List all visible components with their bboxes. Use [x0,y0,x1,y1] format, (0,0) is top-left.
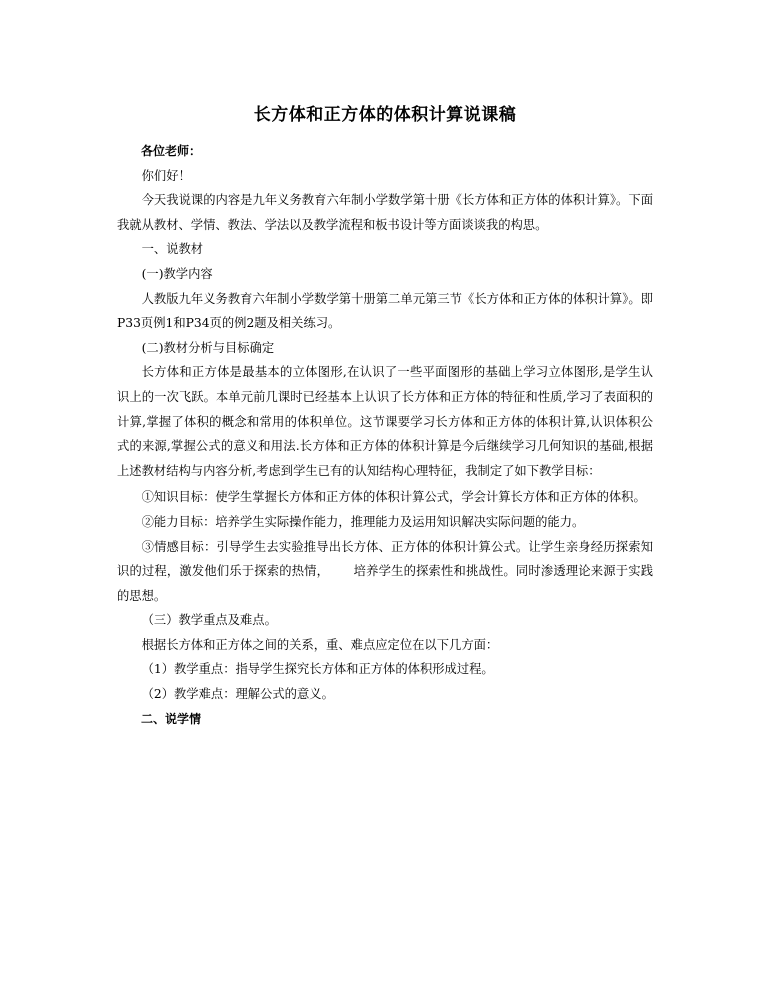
salutation-paragraph: 你们好！ [141,168,191,183]
ability-goal-paragraph: ②能力目标：培养学生实际操作能力，推理能力及运用知识解决实际问题的能力。 [141,514,585,529]
subheading-analysis-goals: (二)教材分析与目标确定 [141,340,275,355]
difficulty-paragraph: （2）教学难点：理解公式的意义。 [141,687,334,702]
document-page [117,100,653,731]
analysis-paragraph: 长方体和正方体是最基本的立体图形,在认识了一些平面图形的基础上学习立体图形,是学生认识上的一次飞跃。本单元前几课时已经基本上认识了长方体和正方体的特征和性质,学习了表面积的计算,掌握了体积的概念和常用的体积单位。这节课要学习长方体和正方体的体积计算,认识体积公式的来源,掌握公式的意义和用法.长方体和正方体的体积计算是今后继续学习几何知识的基础,根据上述教材结构与内容分析,考虑到学生已有的认知结构心理特征，我制定了如下教学目标： [117,365,653,478]
subheading-key-points: （三）教学重点及难点。 [141,613,277,628]
knowledge-goal-paragraph: ①知识目标：使学生掌握长方体和正方体的体积计算公式，学会计算长方体和正方体的体积。 [141,490,646,505]
section-heading-textbook: 一、说教材 [141,242,204,257]
emotion-goal-paragraph: ③情感目标：引导学生去实验推导出长方体、正方体的体积计算公式。让学生亲身经历探索知识的过程，激发他们乐于探索的热情， 培养学生的探索性和挑战性。同时渗透理论来源于实践的思想。 [117,539,653,603]
document-title: 长方体和正方体的体积计算说课稿 [253,105,517,125]
teaching-content-paragraph: 人教版九年义务教育六年制小学数学第十册第二单元第三节《长方体和正方体的体积计算》。即P33页例1和P34页的例2题及相关练习。 [117,291,653,331]
subheading-teaching-content: (一)教学内容 [141,266,213,281]
key-points-intro-paragraph: 根据长方体和正方体之间的关系，重、难点应定位在以下几方面： [141,637,499,652]
greeting-paragraph: 各位老师： [141,144,202,158]
intro-paragraph: 今天我说课的内容是九年义务教育六年制小学数学第十册《长方体和正方体的体积计算》。下面我就从教材、学情、教法、学法以及教学流程和板书设计等方面谈谈我的构思。 [117,193,653,232]
section-heading-students: 二、说学情 [141,711,202,726]
key-point-paragraph: （1）教学重点：指导学生探究长方体和正方体的体积形成过程。 [141,662,494,677]
